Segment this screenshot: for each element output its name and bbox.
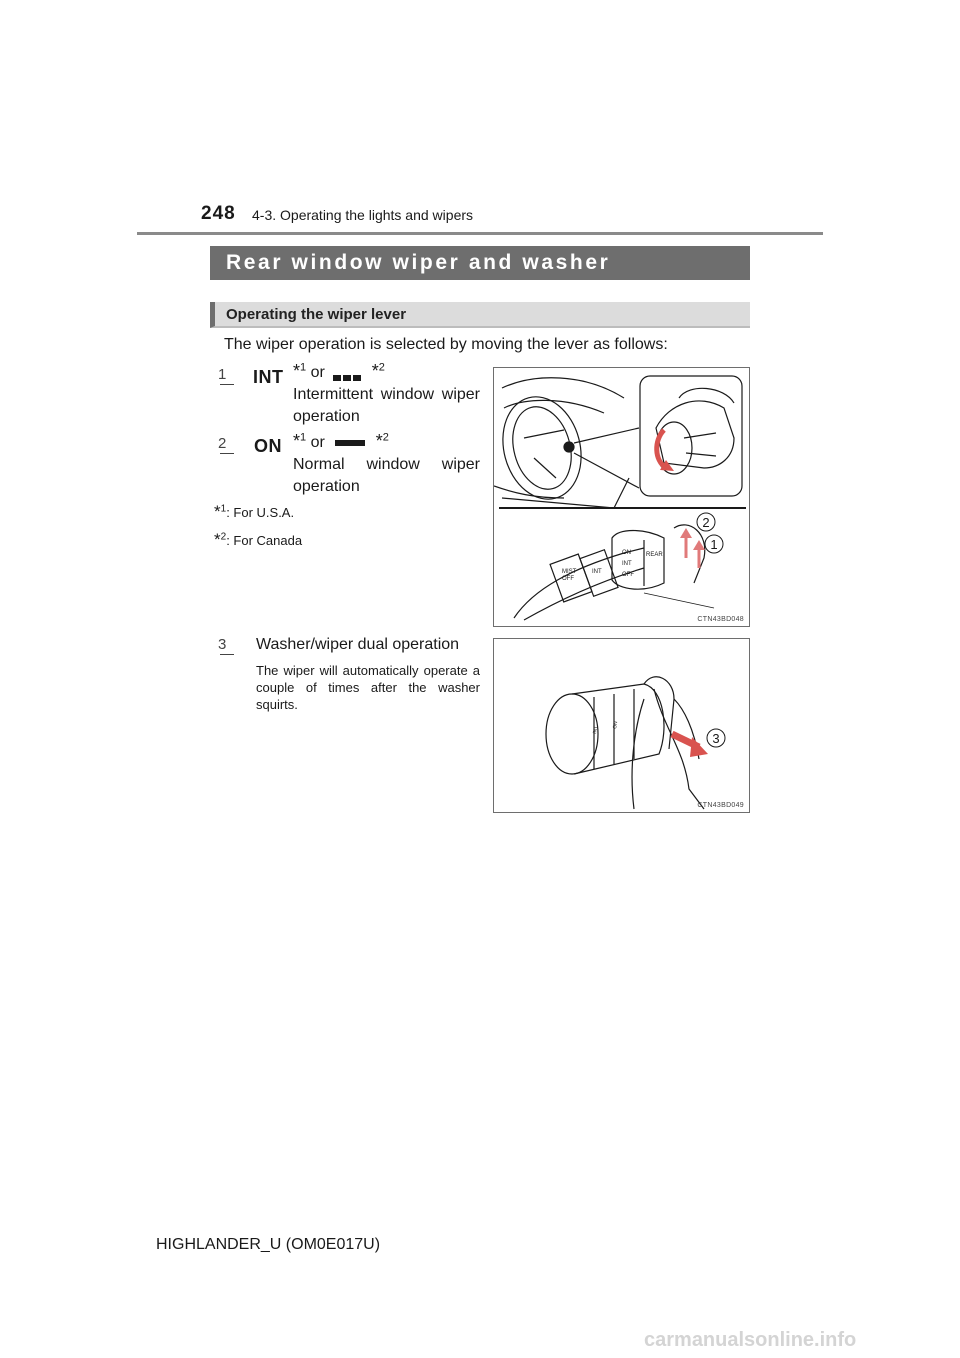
footnote-ref: 2 (378, 361, 385, 374)
lever-label-rear: REAR (646, 552, 663, 558)
svg-text:ON: ON (612, 720, 620, 730)
washer-figure (493, 638, 750, 813)
washer-title: Washer/wiper dual operation (256, 636, 460, 653)
section-title: Rear window wiper and washer (226, 251, 611, 274)
subsection-title: Operating the wiper lever (226, 306, 407, 323)
wiper-lever-figure (493, 367, 750, 627)
footnote-mark: * (293, 361, 301, 381)
washer-description: The wiper will automatically operate a couple of times after the washer squirts. (256, 663, 480, 712)
figure-code: CTN43BD049 (697, 802, 744, 809)
svg-text:INT: INT (592, 725, 600, 735)
callout-2: 2 (702, 515, 710, 530)
figure-code: CTN43BD048 (697, 616, 744, 623)
footnote-usa: *$^1$: For U.S.A. (214, 502, 295, 521)
footnote-canada: *$^2$: For Canada (214, 530, 303, 549)
on-mode-label: ON (254, 436, 282, 456)
chapter-title: 4-3. Operating the lights and wipers (252, 207, 474, 223)
watermark: carmanualsonline.info (644, 1329, 857, 1351)
symbol-line-int (293, 361, 385, 382)
footnote-mark: * (375, 431, 383, 451)
on-description: Normal window wiper operation (293, 456, 480, 495)
or-word: or (310, 364, 325, 381)
int-description: Intermittent window wiper operation (293, 386, 480, 425)
lever-label-int: INT (622, 561, 632, 567)
footer-model: HIGHLANDER_U (OM0E017U) (156, 1236, 381, 1253)
callout-3: 3 (712, 731, 720, 746)
lever-label-mist: MIST (562, 569, 577, 575)
page-number: 248 (201, 203, 236, 224)
lever-label-on: ON (622, 550, 631, 556)
footnote-mark: * (293, 431, 301, 451)
header-rule (137, 232, 823, 235)
footnote-ref: 2 (382, 431, 389, 444)
subsection-header (210, 302, 750, 328)
lever-label-off-front: OFF (562, 576, 574, 582)
or-word: or (310, 434, 325, 451)
footnote-ref: 1 (300, 431, 307, 444)
int-mode-label: INT (253, 367, 284, 387)
intermittent-symbol-icon (333, 368, 363, 378)
symbol-line-on (293, 431, 389, 452)
footnote-ref: 1 (300, 361, 307, 374)
lever-label-int-front: INT (592, 569, 602, 575)
lever-label-off: OFF (622, 572, 634, 578)
washer-illustration (494, 639, 750, 813)
intro-text: The wiper operation is selected by moving the lever as follows: (224, 336, 668, 353)
footnote-mark: * (371, 361, 379, 381)
wiper-lever-illustration (494, 368, 750, 627)
callout-1: 1 (710, 537, 718, 552)
continuous-symbol-icon (335, 440, 365, 446)
section-header (210, 246, 750, 280)
